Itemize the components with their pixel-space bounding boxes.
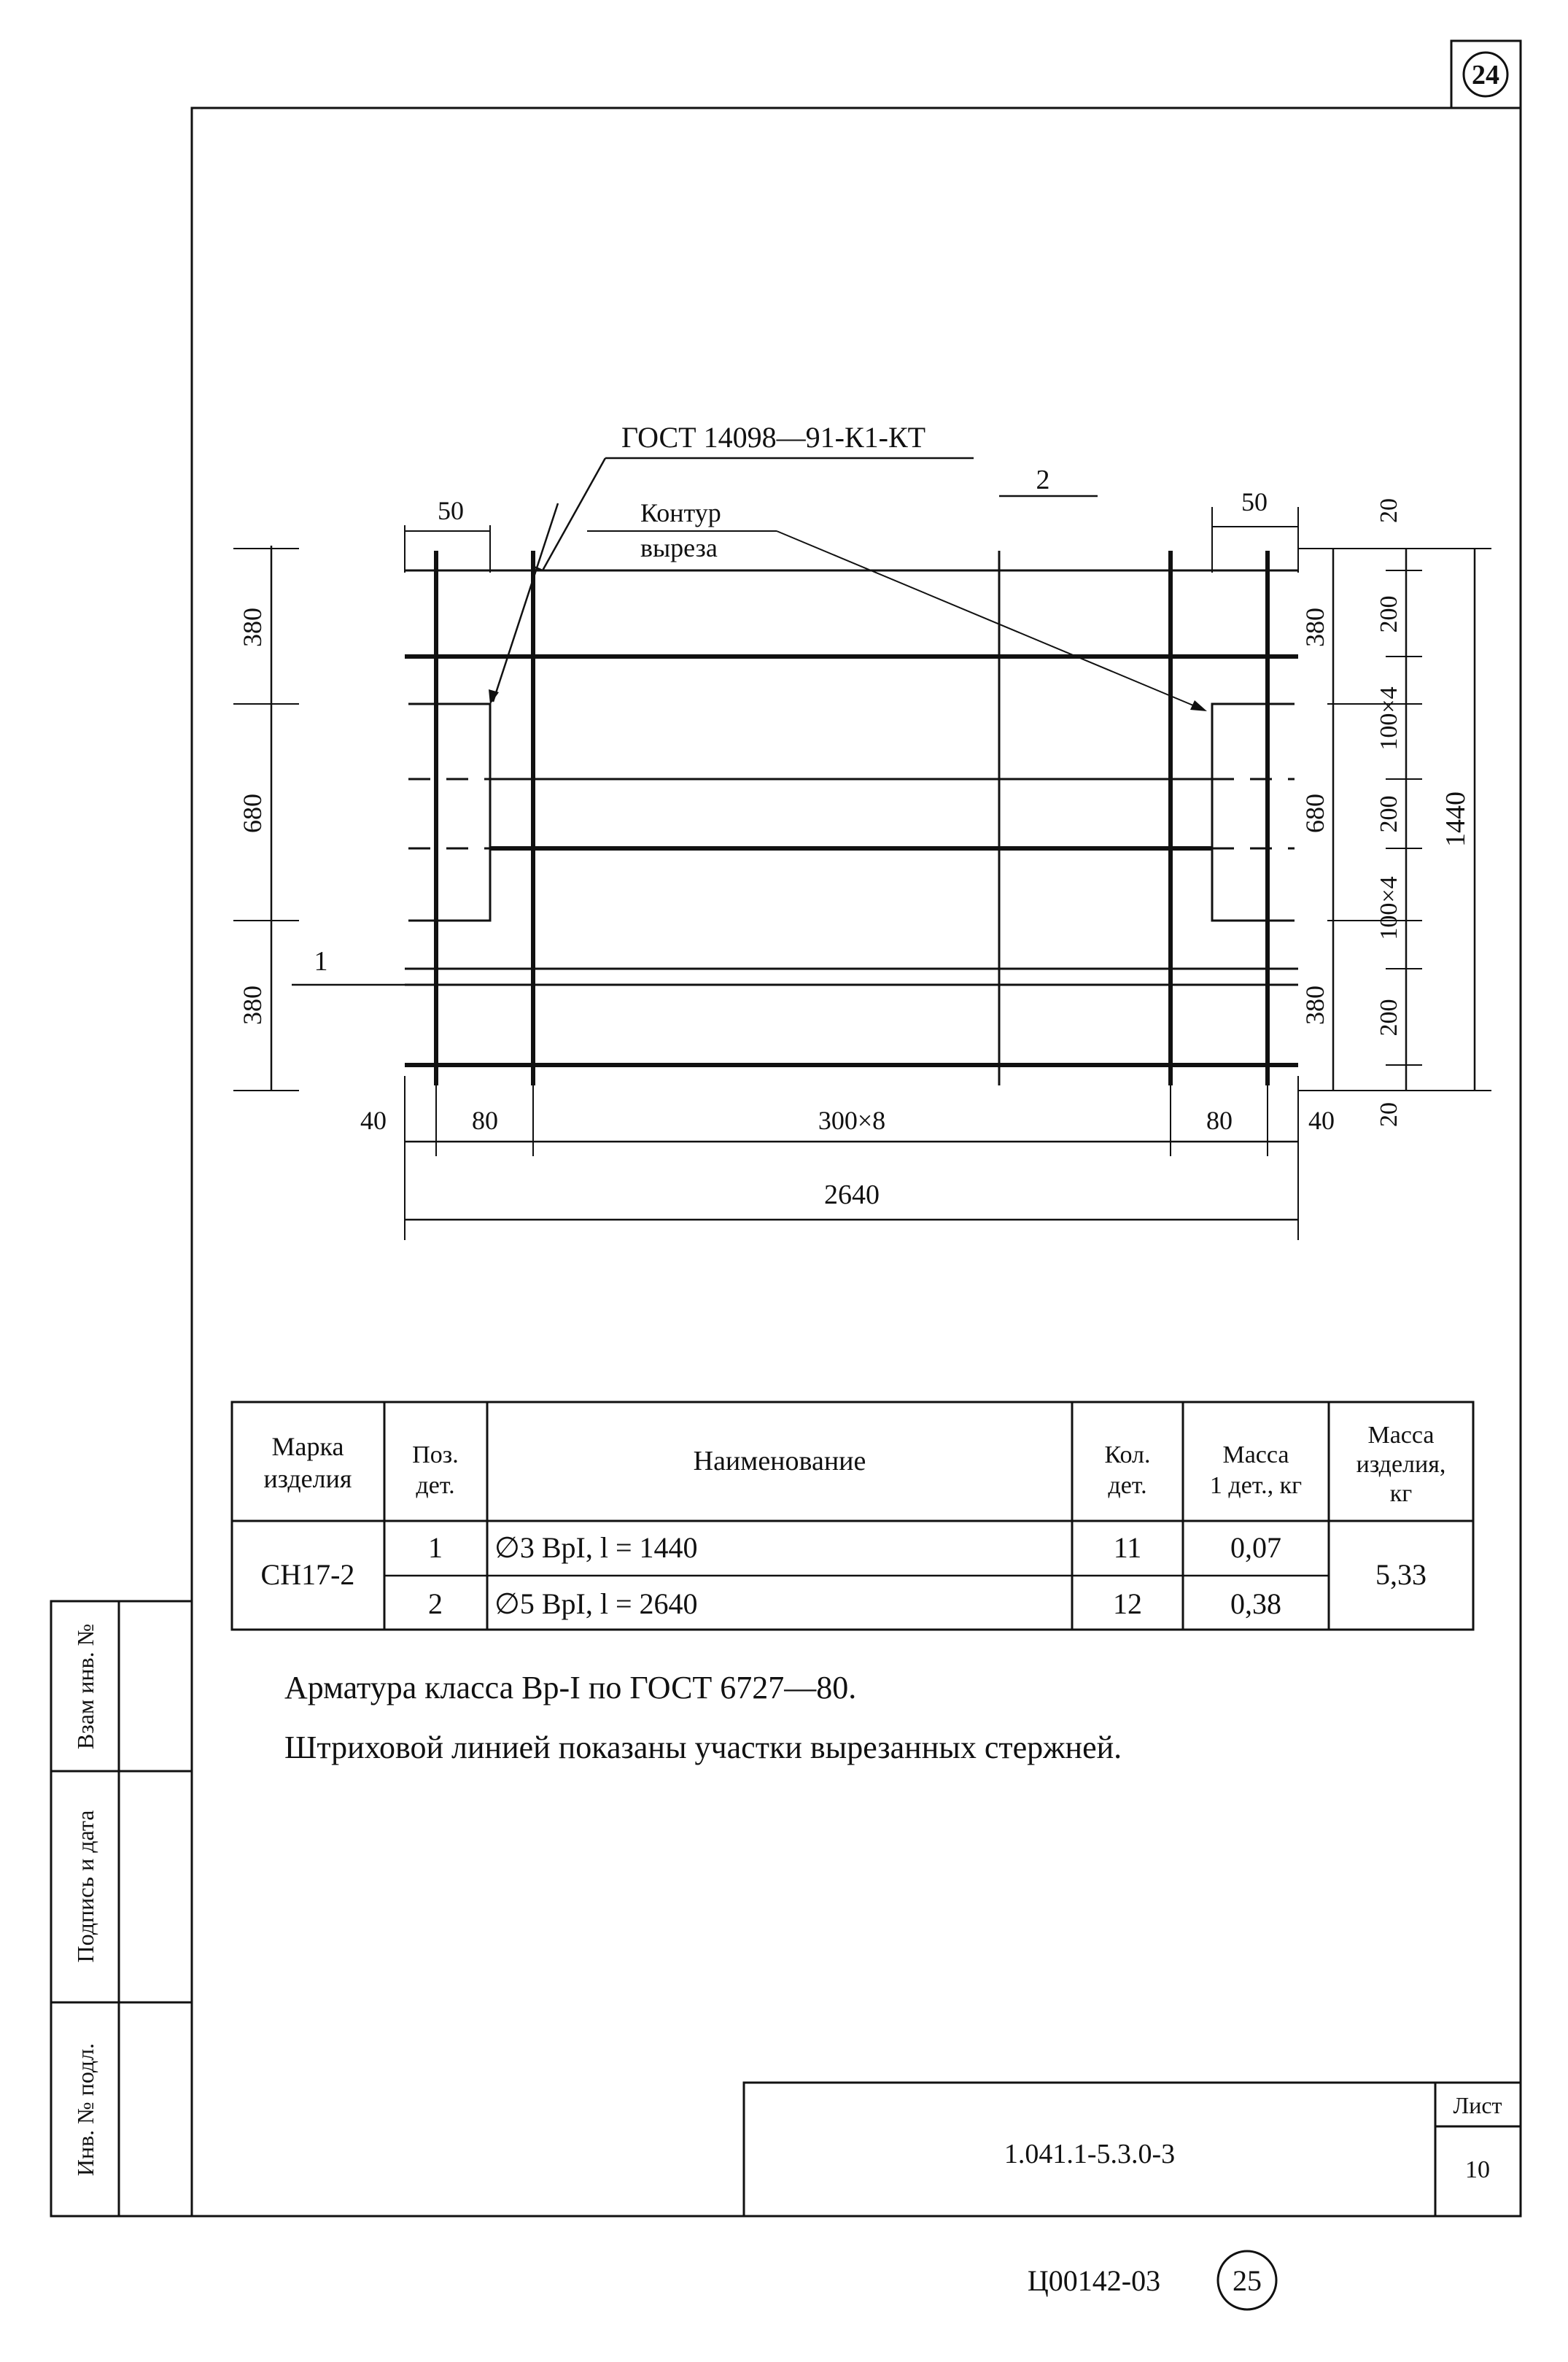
mesh-drawing xyxy=(405,551,1298,1085)
archive-code: Ц00142-03 xyxy=(1027,2264,1161,2297)
sheet-number: 10 xyxy=(1465,2156,1490,2183)
cell-item-mass: 5,33 xyxy=(1375,1558,1427,1591)
dim-bottom-mid: 300×8 xyxy=(818,1106,886,1135)
dim-top-left: 50 xyxy=(438,496,464,525)
dim-right-380-bot: 380 xyxy=(1300,986,1330,1025)
dim-right-100x4-a: 100×4 xyxy=(1375,686,1402,751)
spec-table xyxy=(232,1402,1473,1630)
side-stamp-cell2: Подпись и дата xyxy=(72,1810,98,1963)
header-name: Наименование xyxy=(693,1446,866,1476)
dim-right-200-c: 200 xyxy=(1375,999,1402,1037)
position-1-label: 1 xyxy=(314,946,328,977)
dim-bottom-80-left: 80 xyxy=(472,1106,498,1135)
sheet-badge xyxy=(1451,41,1521,108)
arrowhead-icon xyxy=(1190,700,1207,711)
note-1: Арматура класса Вр-I по ГОСТ 6727—80. xyxy=(284,1670,857,1705)
dim-bottom-40-right: 40 xyxy=(1308,1106,1335,1135)
dim-left-mid: 680 xyxy=(238,794,267,833)
cutout-label-line2: выреза xyxy=(640,533,718,562)
dim-right-200-a: 200 xyxy=(1375,595,1402,633)
doc-code: 1.041.1-5.3.0-3 xyxy=(1004,2139,1176,2169)
dim-left-bot: 380 xyxy=(238,986,267,1025)
dim-overall-height: 1440 xyxy=(1440,791,1471,847)
row-1-pos: 1 xyxy=(428,1531,443,1564)
dim-right-100x4-b: 100×4 xyxy=(1375,876,1402,940)
cutout-label-line1: Контур xyxy=(640,498,721,527)
dim-top-right: 50 xyxy=(1241,487,1268,516)
header-qty: Кол. дет. xyxy=(1104,1441,1151,1499)
row-1-qty: 11 xyxy=(1113,1531,1142,1564)
dim-bottom-80-right: 80 xyxy=(1206,1106,1233,1135)
note-2: Штриховой линией показаны участки вырезанных стержней. xyxy=(284,1730,1122,1765)
row-1-mass: 0,07 xyxy=(1230,1531,1281,1564)
row-1-name: ∅3 ВрI, l = 1440 xyxy=(494,1531,698,1564)
side-stamp xyxy=(51,1601,192,2216)
arrowhead-icon xyxy=(489,689,499,705)
header-mark-line1: Марка изделия xyxy=(263,1432,352,1493)
row-2-pos: 2 xyxy=(428,1587,443,1620)
dim-right-380-top: 380 xyxy=(1300,608,1330,647)
cutout-contour-left xyxy=(408,704,490,921)
header-mass-one: Масса 1 дет., кг xyxy=(1209,1441,1303,1499)
row-2-mass: 0,38 xyxy=(1230,1587,1281,1620)
dim-overall-width: 2640 xyxy=(824,1180,880,1210)
sheet-badge-number: 24 xyxy=(1472,60,1499,90)
side-stamp-cell3: Инв. № подл. xyxy=(72,2042,98,2177)
dim-right-200-b: 200 xyxy=(1375,795,1402,833)
weld-note: ГОСТ 14098—91-К1-КТ xyxy=(621,421,926,454)
header-mass-item: Масса изделия, кг xyxy=(1356,1422,1446,1507)
row-2-name: ∅5 ВрI, l = 2640 xyxy=(494,1587,698,1620)
dim-right-20-bot: 20 xyxy=(1375,1102,1402,1127)
dim-left-top: 380 xyxy=(238,608,267,647)
page-number: 25 xyxy=(1233,2264,1262,2297)
cell-mark: СН17-2 xyxy=(260,1558,355,1591)
dim-bottom-40-left: 40 xyxy=(360,1106,387,1135)
dim-right-20-top: 20 xyxy=(1375,498,1402,523)
sheet-label: Лист xyxy=(1453,2092,1502,2118)
dimensions xyxy=(233,487,1491,1240)
title-block xyxy=(744,2083,1521,2216)
header-pos: Поз. дет. xyxy=(412,1441,459,1499)
cutout-contour-right xyxy=(1212,704,1295,921)
position-2-label: 2 xyxy=(1036,465,1050,495)
dim-right-680: 680 xyxy=(1300,794,1330,833)
side-stamp-cell1: Взам инв. № xyxy=(72,1623,98,1750)
row-2-qty: 12 xyxy=(1113,1587,1142,1620)
